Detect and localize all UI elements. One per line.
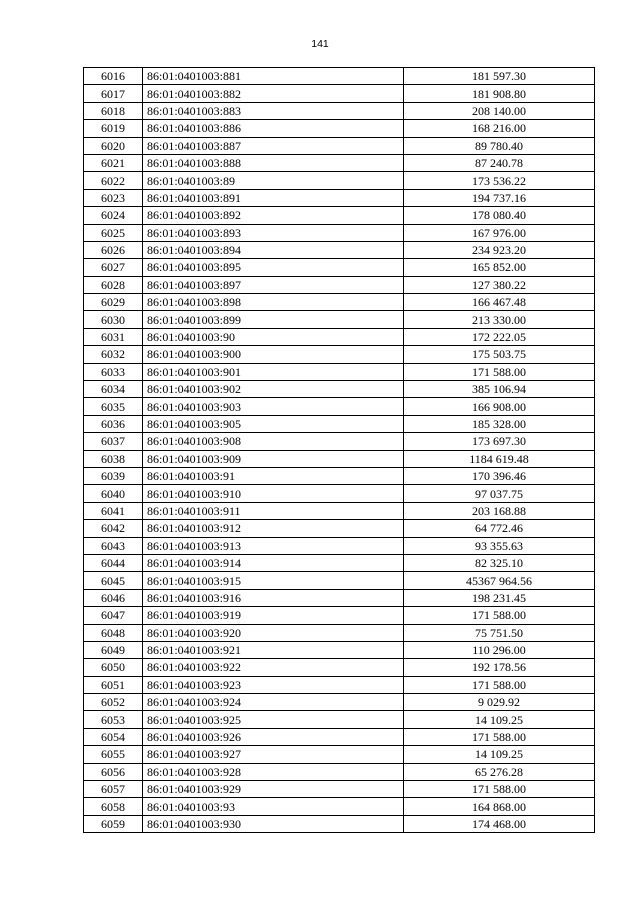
cadastral-number: 86:01:0401003:922 [143,659,404,676]
cadastral-value: 171 588.00 [404,728,595,745]
cadastral-value: 181 908.80 [404,85,595,102]
cadastral-number: 86:01:0401003:901 [143,363,404,380]
row-number: 6059 [84,815,143,832]
cadastral-number: 86:01:0401003:894 [143,241,404,258]
cadastral-number: 86:01:0401003:926 [143,728,404,745]
table-row [84,763,595,780]
cadastral-value: 164 868.00 [404,798,595,815]
cadastral-value: 170 396.46 [404,467,595,484]
cadastral-number: 86:01:0401003:905 [143,415,404,432]
table-row [84,363,595,380]
row-number: 6027 [84,259,143,276]
cadastral-value: 173 536.22 [404,172,595,189]
cadastral-value: 166 908.00 [404,398,595,415]
cadastral-value: 174 468.00 [404,815,595,832]
cadastral-value: 110 296.00 [404,641,595,658]
table-row [84,224,595,241]
cadastral-value: 171 588.00 [404,781,595,798]
table-row [84,502,595,519]
cadastral-value: 208 140.00 [404,102,595,119]
table-row [84,815,595,832]
cadastral-value: 75 751.50 [404,624,595,641]
cadastral-number: 86:01:0401003:908 [143,433,404,450]
cadastral-number: 86:01:0401003:913 [143,537,404,554]
cadastral-value: 173 697.30 [404,433,595,450]
cadastral-value: 192 178.56 [404,659,595,676]
row-number: 6055 [84,746,143,763]
row-number: 6058 [84,798,143,815]
row-number: 6057 [84,781,143,798]
row-number: 6017 [84,85,143,102]
cadastral-number: 86:01:0401003:911 [143,502,404,519]
row-number: 6049 [84,641,143,658]
cadastral-value: 45367 964.56 [404,572,595,589]
cadastral-number: 86:01:0401003:897 [143,276,404,293]
table-row [84,781,595,798]
row-number: 6046 [84,589,143,606]
cadastral-number: 86:01:0401003:920 [143,624,404,641]
cadastral-value: 171 588.00 [404,676,595,693]
cadastral-value: 89 780.40 [404,137,595,154]
table-row [84,381,595,398]
row-number: 6036 [84,415,143,432]
cadastral-number: 86:01:0401003:89 [143,172,404,189]
cadastral-number: 86:01:0401003:903 [143,398,404,415]
cadastral-number: 86:01:0401003:90 [143,328,404,345]
cadastral-value: 65 276.28 [404,763,595,780]
cadastral-number: 86:01:0401003:886 [143,120,404,137]
cadastral-number: 86:01:0401003:93 [143,798,404,815]
table-row [84,450,595,467]
cadastral-value: 9 029.92 [404,694,595,711]
table-row [84,711,595,728]
cadastral-number: 86:01:0401003:914 [143,554,404,571]
row-number: 6052 [84,694,143,711]
cadastral-value: 185 328.00 [404,415,595,432]
row-number: 6035 [84,398,143,415]
cadastral-number: 86:01:0401003:893 [143,224,404,241]
table-row [84,276,595,293]
row-number: 6020 [84,137,143,154]
cadastral-number: 86:01:0401003:881 [143,68,404,85]
table-row [84,433,595,450]
row-number: 6026 [84,241,143,258]
cadastral-value: 198 231.45 [404,589,595,606]
cadastral-value: 97 037.75 [404,485,595,502]
cadastral-number: 86:01:0401003:887 [143,137,404,154]
row-number: 6029 [84,294,143,311]
cadastral-number: 86:01:0401003:928 [143,763,404,780]
cadastral-number: 86:01:0401003:91 [143,467,404,484]
cadastral-number: 86:01:0401003:899 [143,311,404,328]
cadastral-number: 86:01:0401003:900 [143,346,404,363]
table-row [84,241,595,258]
cadastral-value: 171 588.00 [404,607,595,624]
cadastral-number: 86:01:0401003:912 [143,520,404,537]
row-number: 6018 [84,102,143,119]
table-row [84,120,595,137]
row-number: 6032 [84,346,143,363]
cadastral-number: 86:01:0401003:927 [143,746,404,763]
cadastral-number: 86:01:0401003:924 [143,694,404,711]
cadastral-value: 172 222.05 [404,328,595,345]
cadastral-value: 175 503.75 [404,346,595,363]
cadastral-number: 86:01:0401003:915 [143,572,404,589]
row-number: 6043 [84,537,143,554]
cadastral-number: 86:01:0401003:916 [143,589,404,606]
cadastral-number: 86:01:0401003:891 [143,189,404,206]
table-row [84,346,595,363]
cadastral-value: 385 106.94 [404,381,595,398]
table-row [84,154,595,171]
table-row [84,467,595,484]
cadastral-number: 86:01:0401003:882 [143,85,404,102]
cadastral-number: 86:01:0401003:909 [143,450,404,467]
cadastral-number: 86:01:0401003:929 [143,781,404,798]
cadastral-number: 86:01:0401003:902 [143,381,404,398]
table-row [84,415,595,432]
row-number: 6038 [84,450,143,467]
row-number: 6050 [84,659,143,676]
table-row [84,207,595,224]
cadastral-number: 86:01:0401003:895 [143,259,404,276]
table-row [84,85,595,102]
table-row [84,676,595,693]
row-number: 6025 [84,224,143,241]
table-row [84,328,595,345]
row-number: 6022 [84,172,143,189]
table-row [84,694,595,711]
cadastral-value: 168 216.00 [404,120,595,137]
cadastral-number: 86:01:0401003:925 [143,711,404,728]
cadastral-value: 167 976.00 [404,224,595,241]
row-number: 6037 [84,433,143,450]
table-row [84,624,595,641]
table-row [84,189,595,206]
cadastral-value: 213 330.00 [404,311,595,328]
table-row [84,554,595,571]
cadastral-value: 194 737.16 [404,189,595,206]
row-number: 6023 [84,189,143,206]
row-number: 6039 [84,467,143,484]
table-row [84,728,595,745]
cadastral-value: 87 240.78 [404,154,595,171]
row-number: 6042 [84,520,143,537]
table-row [84,294,595,311]
row-number: 6016 [84,68,143,85]
cadastral-value: 82 325.10 [404,554,595,571]
table-row [84,68,595,85]
table-row [84,137,595,154]
row-number: 6019 [84,120,143,137]
row-number: 6028 [84,276,143,293]
cadastral-table [83,67,595,833]
row-number: 6045 [84,572,143,589]
row-number: 6053 [84,711,143,728]
row-number: 6048 [84,624,143,641]
cadastral-value: 127 380.22 [404,276,595,293]
table-row [84,572,595,589]
cadastral-number: 86:01:0401003:910 [143,485,404,502]
table-row [84,311,595,328]
row-number: 6051 [84,676,143,693]
page-number: 141 [311,38,329,50]
table-row [84,485,595,502]
cadastral-value: 14 109.25 [404,746,595,763]
cadastral-value: 64 772.46 [404,520,595,537]
row-number: 6033 [84,363,143,380]
table-row [84,102,595,119]
table-row [84,641,595,658]
cadastral-value: 165 852.00 [404,259,595,276]
table-row [84,537,595,554]
table-row [84,259,595,276]
row-number: 6034 [84,381,143,398]
row-number: 6040 [84,485,143,502]
table-row [84,589,595,606]
row-number: 6054 [84,728,143,745]
cadastral-number: 86:01:0401003:883 [143,102,404,119]
cadastral-number: 86:01:0401003:898 [143,294,404,311]
row-number: 6030 [84,311,143,328]
cadastral-value: 1184 619.48 [404,450,595,467]
table-row [84,398,595,415]
cadastral-value: 171 588.00 [404,363,595,380]
table-row [84,607,595,624]
cadastral-number: 86:01:0401003:888 [143,154,404,171]
row-number: 6041 [84,502,143,519]
cadastral-value: 166 467.48 [404,294,595,311]
row-number: 6024 [84,207,143,224]
cadastral-value: 203 168.88 [404,502,595,519]
cadastral-number: 86:01:0401003:892 [143,207,404,224]
row-number: 6044 [84,554,143,571]
cadastral-number: 86:01:0401003:923 [143,676,404,693]
table-row [84,172,595,189]
row-number: 6031 [84,328,143,345]
table-row [84,746,595,763]
cadastral-value: 93 355.63 [404,537,595,554]
cadastral-number: 86:01:0401003:921 [143,641,404,658]
row-number: 6056 [84,763,143,780]
cadastral-number: 86:01:0401003:930 [143,815,404,832]
cadastral-value: 234 923.20 [404,241,595,258]
cadastral-number: 86:01:0401003:919 [143,607,404,624]
table-row [84,659,595,676]
row-number: 6047 [84,607,143,624]
cadastral-value: 14 109.25 [404,711,595,728]
cadastral-value: 181 597.30 [404,68,595,85]
cadastral-value: 178 080.40 [404,207,595,224]
table-row [84,520,595,537]
row-number: 6021 [84,154,143,171]
table-body [84,68,595,833]
table-row [84,798,595,815]
